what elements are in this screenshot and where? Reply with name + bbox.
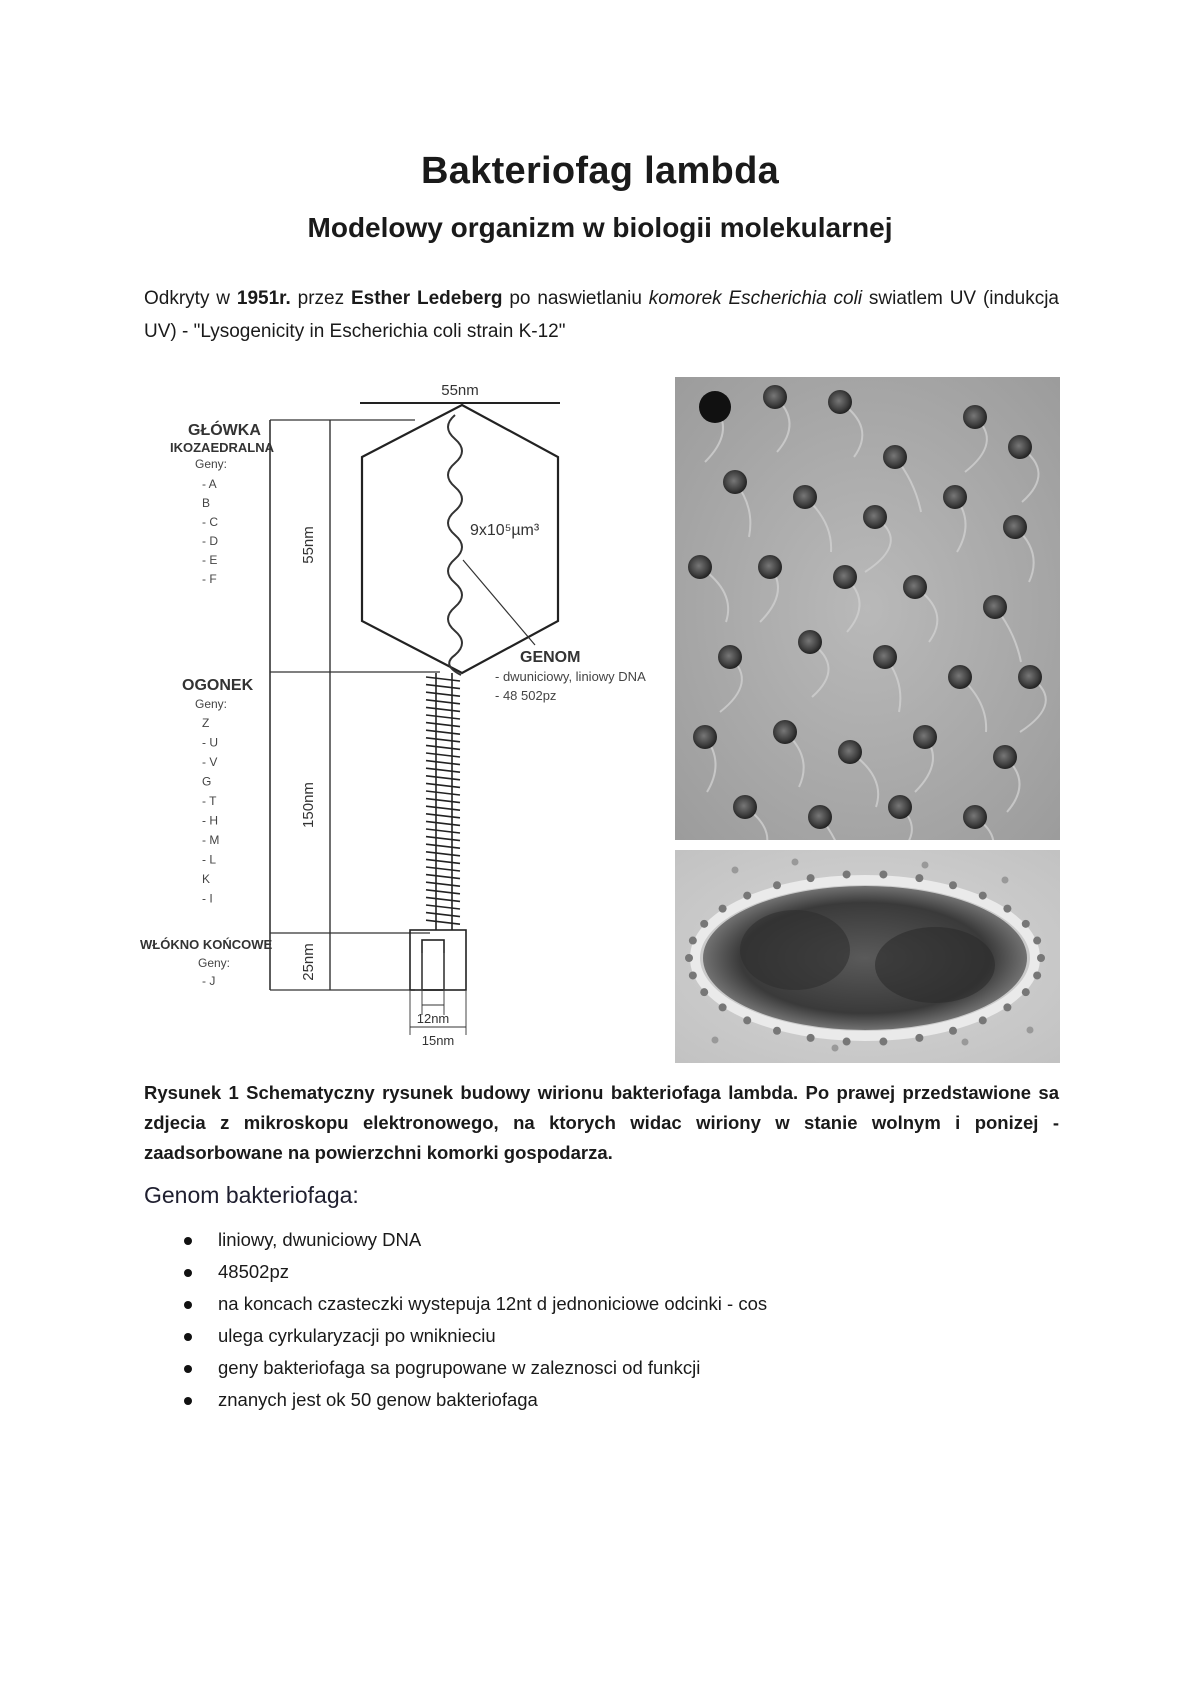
gene-label: - A	[202, 477, 217, 491]
gene-label: - I	[202, 891, 213, 906]
list-item: na koncach czasteczki wystepuja 12nt d jednoniciowe odcinki - cos	[180, 1288, 767, 1320]
bullet-icon	[184, 1333, 192, 1341]
list-item: ulega cyrkularyzacji po wniknieciu	[180, 1320, 767, 1352]
list-item: znanych jest ok 50 genow bakteriofaga	[180, 1384, 767, 1416]
bullet-icon	[184, 1301, 192, 1309]
fiber-length-label: 25nm	[300, 943, 317, 981]
head-width-label: 55nm	[441, 382, 479, 399]
figure-1	[140, 375, 1065, 1065]
head-title: GŁÓWKA	[188, 422, 261, 439]
gene-label: - V	[202, 755, 218, 769]
tail-length-label: 150nm	[300, 782, 317, 828]
head-subtitle: IKOZAEDRALNA	[170, 440, 274, 455]
fiber-outer-width-label: 15nm	[421, 1033, 455, 1048]
intro-text-4: swiatlem UV (indukcja UV) - "Lysogenicity in Escherichia coli strain K-12"	[144, 288, 1059, 342]
gene-label: - C	[202, 515, 218, 529]
phage-schematic	[140, 375, 680, 1065]
list-item: geny bakteriofaga sa pogrupowane w zaleznosci od funkcji	[180, 1352, 767, 1384]
document-subtitle: Modelowy organizm w biologii molekularnej	[307, 212, 893, 243]
tail-genes-label: Geny:	[195, 697, 228, 711]
micrograph-free-virions	[675, 377, 1060, 840]
gene-label: - U	[202, 735, 218, 750]
head-gene-list	[202, 477, 218, 586]
figure-caption: Rysunek 1 Schematyczny rysunek budowy wirionu bakteriofaga lambda. Po prawej przedstawione sa zdjecia z mikroskopu elektronowego, na ktorych widac wiriony w stanie wolnym i ponizej - zaadsorbowane na powierzchni komorki gospodarza.	[144, 1082, 1059, 1163]
genome-line-1: - dwuniciowy, liniowy DNA	[495, 669, 646, 684]
head-height-label: 55nm	[300, 526, 317, 564]
gene-label: G	[202, 774, 212, 789]
intro-text-1: Odkryty w	[144, 288, 237, 309]
bullet-icon	[184, 1365, 192, 1373]
genome-section-heading: Genom bakteriofaga:	[144, 1182, 359, 1208]
genome-title: GENOM	[520, 649, 581, 666]
head-genes-label: Geny:	[195, 457, 228, 471]
discoverer-name: Esther Ledeberg	[350, 288, 503, 309]
document-title: Bakteriofag lambda	[420, 150, 780, 192]
tail-title: OGONEK	[182, 677, 254, 694]
bullet-icon	[184, 1237, 192, 1245]
gene-label: - F	[202, 572, 217, 586]
micrograph-host-cell	[675, 850, 1060, 1063]
genome-line-2: - 48 502pz	[495, 688, 557, 703]
list-item: liniowy, dwuniciowy DNA	[180, 1224, 767, 1256]
fiber-genes-label: Geny:	[198, 956, 231, 970]
gene-label: - D	[202, 534, 218, 548]
gene-label: Z	[202, 716, 210, 730]
fiber-gene-list	[202, 974, 215, 988]
end-fiber-icon	[410, 930, 466, 990]
gene-label: - J	[202, 974, 216, 988]
gene-label: B	[202, 496, 211, 510]
list-item: 48502pz	[180, 1256, 767, 1288]
gene-label: - H	[202, 813, 218, 828]
gene-label: - L	[202, 852, 217, 867]
bullet-icon	[184, 1397, 192, 1405]
volume-label: 9x10⁵µm³	[470, 522, 540, 539]
fiber-inner-width-label: 12nm	[416, 1011, 450, 1026]
gene-label: - M	[202, 833, 220, 847]
gene-label: K	[202, 872, 211, 886]
bullet-icon	[184, 1269, 192, 1277]
fiber-title: WŁÓKNO KOŃCOWE	[140, 937, 273, 952]
tail-gene-list	[202, 716, 219, 906]
dna-coil-icon	[448, 415, 462, 675]
intro-paragraph	[144, 282, 1059, 348]
host-cells: komorek Escherichia coli	[648, 288, 863, 309]
discovery-year: 1951r.	[236, 288, 291, 309]
intro-text-2: przez	[290, 288, 351, 309]
intro-text-3: po naswietlaniu	[502, 288, 649, 309]
tail-sheath-icon	[426, 677, 460, 924]
gene-label: - E	[202, 553, 218, 567]
gene-label: - T	[202, 794, 217, 808]
genome-bullet-list	[180, 1224, 767, 1416]
